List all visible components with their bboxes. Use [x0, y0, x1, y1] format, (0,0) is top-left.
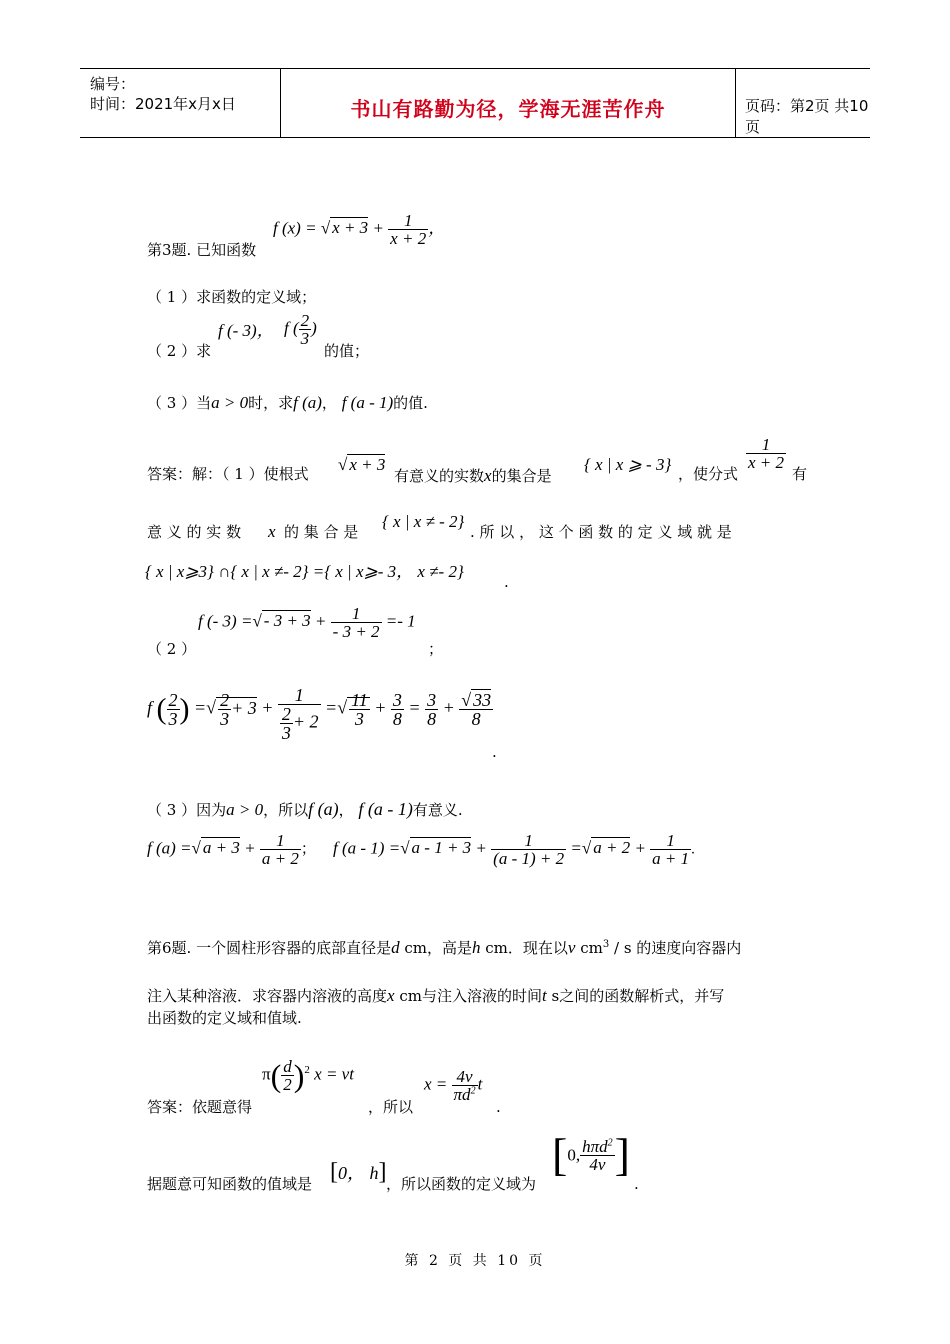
q6-line1-v: v — [567, 938, 576, 957]
ans3-fa-eq: f (a) =√ a + 3 + $\frac{1}{a + 2}$ ； — [147, 831, 316, 868]
q6-domain-zero: 0, — [567, 1145, 581, 1165]
q3-part2-suffix: 的值； — [324, 342, 370, 360]
ans3-fa1-eq: f (a - 1) =√ a - 1 + 3 + $\frac{1}{(a - 1) + 2}$ =√ a + 2 + $\frac{1}{a + 1}$ . — [333, 831, 695, 868]
ans3-f23-plus: + — [261, 697, 274, 718]
ans3-f23-f-den: 8 — [471, 709, 481, 729]
ans3-part3-sep: ， — [338, 801, 354, 819]
header-date-label: 时间：2021年x月x日 — [90, 95, 236, 113]
q6-ans-a: 答案：依题意得 — [147, 1098, 253, 1116]
ans3-line1-a: 答案：解：（ 1 ）使根式 — [147, 465, 309, 483]
q3-part3-fa: f (a) — [293, 393, 322, 412]
ans3-f23-plus3: + — [442, 697, 455, 718]
header-number-label: 编号： — [90, 75, 136, 93]
q6-range-set: [0， h] — [330, 1159, 387, 1185]
q3-intro: 第3题. 已知函数 — [147, 241, 257, 259]
header-motto: 书山有路勤为径，学海无涯苦作舟 — [350, 97, 666, 121]
ans3-part2-end: ； — [428, 640, 444, 658]
q6-line1 — [147, 939, 741, 956]
q3-formula-end: ， — [428, 218, 446, 238]
ans3-f23-s2-num: 11 — [351, 690, 368, 710]
ans3-f23-s1-den: 3 — [220, 709, 230, 729]
q3-part2-close: ) — [311, 318, 317, 338]
ans3-f23-d-den: 8 — [392, 709, 402, 729]
q6-eq1-den: 2 — [283, 1075, 292, 1094]
q6-line2 — [147, 987, 724, 1004]
ans3-line1-b — [394, 467, 552, 484]
ans3-line1-e: 有 — [792, 465, 808, 483]
ans3-line1-sqrt: √ x + 3 — [338, 455, 386, 474]
ans3-fa-lhs: f (a) = — [147, 838, 192, 858]
q6-line2-b: cm与注入溶液的时间 — [399, 987, 542, 1005]
q6-line1-e: / s 的速度向容器内 — [614, 939, 742, 957]
ans3-line1-num: 1 — [746, 436, 786, 454]
q3-formula-fraction — [388, 212, 428, 247]
ans3-line1-c: 的集合是 — [491, 467, 552, 485]
q3-part2-f2 — [284, 312, 317, 347]
ans3-f23-e-den: 8 — [427, 709, 437, 729]
q6-line3: 出函数的定义域和值域. — [147, 1009, 302, 1027]
q3-formula-plus: + — [372, 218, 384, 238]
q3-part1: （ 1 ）求函数的定义域； — [147, 288, 317, 306]
q6-eq2-lhs: x = — [424, 1074, 448, 1094]
ans3-fa1-num: 1 — [491, 832, 566, 850]
ans3-part2-sqrt: - 3 + 3 — [263, 611, 311, 631]
ans3-fa1-sqrt2: a + 2 — [593, 838, 631, 858]
ans3-line1-set: { x | x ⩾ - 3} — [584, 455, 672, 474]
ans3-line2-b: 的 集 合 是 — [284, 523, 359, 541]
q6-eq2-num: 4v — [452, 1068, 478, 1086]
q6-eq1-tail: x = vt — [314, 1064, 354, 1084]
ans3-part2-result: =- 1 — [385, 611, 416, 631]
q3-part3-fa1: f (a - 1) — [341, 393, 394, 412]
q3-formula-num: 1 — [388, 212, 428, 230]
ans3-f23-c-den2: 3 — [281, 723, 291, 743]
q6-eq2-t: t — [477, 1074, 483, 1094]
q6-ans-end: . — [496, 1098, 501, 1116]
header-left-cell — [80, 69, 280, 137]
ans3-part2-eq: f (- 3) =√ - 3 + 3 + $\frac{1}{- 3 + 2}$ =- 1 — [198, 604, 416, 641]
q6-eq1: π( $\frac{d}{2}$ )$^2$ x = vt — [262, 1057, 354, 1094]
q3-part2-f2-open: f ( — [284, 318, 299, 338]
q3-formula-sqrt: x + 3 — [332, 218, 369, 238]
ans3-part3-cond: a > 0 — [226, 800, 264, 819]
ans3-f23-d-num: 3 — [392, 690, 402, 710]
q6-line1-c: cm．现在以 — [485, 939, 568, 957]
ans3-fa1-end: . — [691, 841, 695, 858]
q6-domain-sup: 2 — [607, 1136, 613, 1148]
q6-domain-den: 4v — [589, 1154, 606, 1174]
q6-range-b: ，所以函数的定义域为 — [386, 1175, 537, 1193]
q6-line2-t: t — [541, 986, 547, 1005]
q3-part2-fraction — [299, 312, 312, 347]
q6-eq1-pi: π — [262, 1064, 271, 1084]
q3-part3-sep: ， — [321, 394, 337, 412]
ans3-fa1-plus2: + — [634, 838, 646, 858]
ans3-f23-plus2: + — [374, 697, 387, 718]
ans3-fa1-den2: a + 1 — [652, 849, 690, 868]
ans3-fa1-eq2: = — [570, 838, 582, 858]
q6-range-a: 据题意可知函数的值域是 — [147, 1175, 313, 1193]
q6-eq2-sup: 2 — [470, 1085, 476, 1097]
ans3-line2-c: . 所 以 ， 这 个 函 数 的 定 义 域 就 是 — [470, 523, 732, 541]
ans3-f23-end: . — [492, 743, 497, 761]
q6-line2-a: 注入某种溶液．求容器内溶液的高度 — [147, 987, 388, 1005]
ans3-f23-s2-den: 3 — [354, 709, 364, 729]
q6-line1-a: 第6题. 一个圆柱形容器的底部直径是 — [147, 939, 392, 957]
q3-part3-prefix: （ 3 ）当 — [147, 394, 212, 412]
q3-part2-den: 3 — [300, 329, 310, 348]
q6-range-set-text: 0， h — [338, 1163, 379, 1183]
ans3-line3: { x | x⩾3} ∩{ x | x ≠- 2} ={ x | x⩾- 3， x ≠- 2} — [145, 562, 464, 581]
ans3-line1-den: x + 2 — [748, 453, 785, 472]
ans3-line2-set: { x | x ≠ - 2} — [382, 512, 465, 531]
ans3-line2-x: x — [268, 522, 276, 541]
ans3-f23-eq: f ( $\frac{2}{3}$ ) =√ $\frac{2}{3}$ + 3 + 1 $\frac{2}{3}$ + 2 =√ $\frac{11}{3}$ + $\frac{3}{8}$ = $\frac{3}{8}$ + $\frac{√ 33}{8}$ — [147, 685, 492, 743]
ans3-fa-den: a + 2 — [261, 849, 299, 868]
ans3-f23-s1-num: 2 — [220, 690, 230, 710]
ans3-fa1-sqrt: a - 1 + 3 — [411, 838, 472, 858]
ans3-f23-eq2: = — [325, 697, 338, 718]
q6-eq1-sup: 2 — [304, 1063, 310, 1076]
ans3-line1-b-text: 有意义的实数 — [394, 467, 485, 485]
ans3-part2-num: 1 — [331, 605, 382, 623]
q6-line1-sup: 3 — [602, 939, 610, 950]
ans3-f23-eq1: = — [194, 697, 207, 718]
ans3-part3-c: 有意义. — [412, 801, 463, 819]
q3-formula-den: x + 2 — [390, 229, 427, 248]
q3-part2-num: 2 — [300, 311, 310, 330]
q6-eq1-num: d — [283, 1057, 292, 1076]
header-center-cell — [280, 69, 736, 137]
ans3-line1-x: x — [484, 466, 492, 485]
q3-formula-lhs: f (x) = — [273, 218, 317, 238]
q3-formula: f (x) = √ x + 3 + $\frac{1}{x + 2}$ ， — [273, 211, 446, 248]
ans3-fa-num: 1 — [260, 832, 301, 850]
ans3-fa1-num2: 1 — [650, 832, 691, 850]
ans3-line2-a: 意 义 的 实 数 — [147, 523, 242, 541]
ans3-f23-num: 2 — [168, 690, 178, 710]
ans3-part2-den: - 3 + 2 — [332, 622, 380, 641]
ans3-f23-c-num2: 2 — [281, 704, 291, 724]
ans3-part3-a: （ 3 ）因为 — [147, 801, 227, 819]
ans3-part2-label: （ 2 ） — [147, 640, 197, 658]
ans3-line1-fraction — [746, 436, 786, 471]
q6-ans-b: ，所以 — [368, 1098, 414, 1116]
ans3-part3-fa: f (a) — [308, 799, 339, 819]
ans3-f23-lhs: f — [147, 697, 153, 718]
q6-line1-d: d — [391, 938, 400, 957]
ans3-f23-e-num: 3 — [427, 690, 437, 710]
q6-line2-c: s之间的函数解析式，并写 — [551, 987, 725, 1005]
q6-domain-num: hπd — [582, 1136, 608, 1156]
q3-part3-mid: 时，求 — [248, 394, 294, 412]
ans3-part2-plus: + — [314, 611, 327, 631]
q3-part3-cond: a > 0 — [211, 393, 249, 412]
page-footer: 第 2 页 共 10 页 — [404, 1253, 546, 1269]
q3-part3-suffix: 的值. — [393, 394, 428, 412]
q3-part2-prefix: （ 2 ）求 — [147, 342, 212, 360]
q6-line2-x: x — [387, 986, 395, 1005]
ans3-fa-sqrt: a + 3 — [202, 838, 240, 858]
q6-domain: [0, $\frac{h\pi d^2}{4v}$ ] — [552, 1129, 630, 1180]
ans3-f23-c-num: 1 — [278, 686, 321, 705]
ans3-part3 — [147, 800, 463, 818]
q6-eq2-den: πd — [453, 1085, 471, 1104]
ans3-part3-b: ，所以 — [263, 801, 309, 819]
ans3-f23-s1-tail: + 3 — [231, 697, 257, 718]
ans3-fa1-den: (a - 1) + 2 — [493, 849, 565, 868]
q6-line1-cm: cm — [580, 939, 603, 957]
ans3-fa1-plus: + — [475, 838, 487, 858]
q3-part3 — [147, 394, 428, 411]
q6-range-end: . — [634, 1175, 639, 1193]
ans3-line1-d: ，使分式 — [678, 465, 739, 483]
ans3-f23-f-num: 33 — [473, 690, 492, 710]
ans3-part3-fa1: f (a - 1) — [358, 799, 413, 819]
header-right-cell — [735, 69, 870, 137]
q6-eq2 — [424, 1068, 482, 1103]
ans3-fa-end: ； — [300, 841, 316, 858]
q3-part2-f1: f (- 3)， — [218, 321, 274, 340]
ans3-line3-end: . — [504, 573, 509, 591]
ans3-f23-eq3: = — [408, 697, 421, 718]
ans3-f23-c-tail: + 2 — [292, 711, 319, 732]
q6-line1-b: cm，高是 — [404, 939, 472, 957]
ans3-fa1-lhs: f (a - 1) = — [333, 838, 401, 858]
ans3-fa-plus: + — [244, 838, 256, 858]
header-page-info: 页码：第2页 共10页 — [745, 97, 869, 136]
q6-line1-h: h — [472, 938, 481, 957]
page-header — [80, 68, 870, 138]
ans3-part2-lhs: f (- 3) = — [198, 611, 253, 631]
ans3-f23-den: 3 — [168, 709, 178, 729]
ans3-line1-sqrt-text: x + 3 — [349, 455, 386, 474]
